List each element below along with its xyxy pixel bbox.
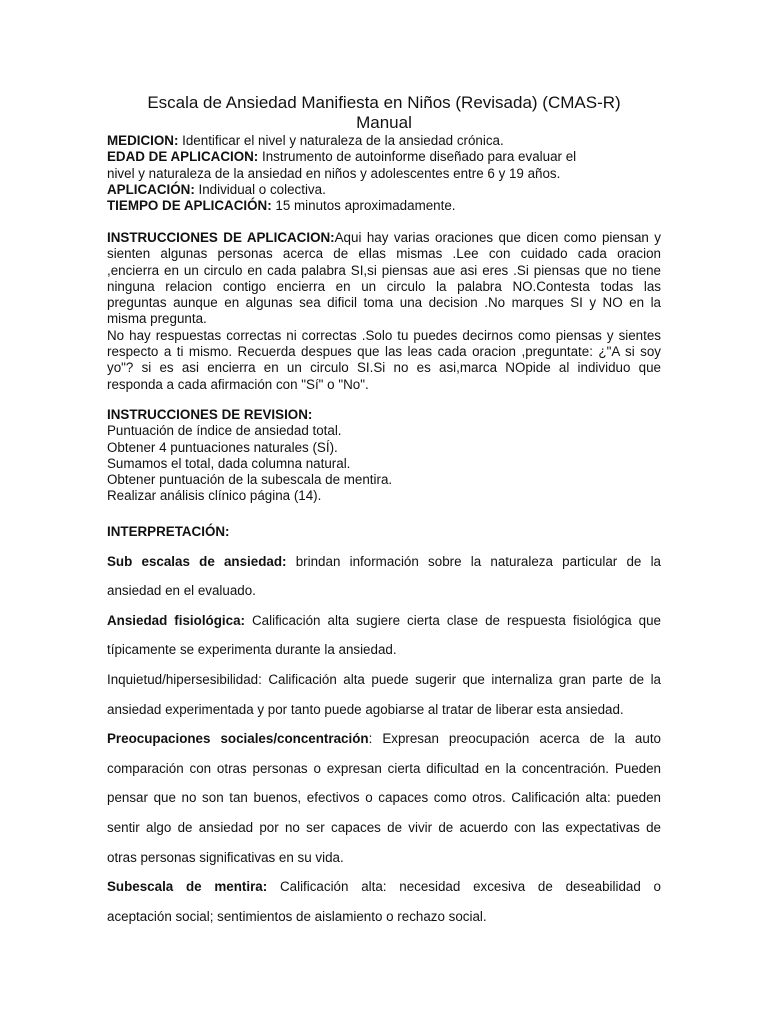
aplicacion-label: APLICACIÓN: (107, 181, 195, 197)
medicion-label: MEDICION: (107, 133, 179, 148)
document-title: Escala de Ansiedad Manifiesta en Niños (Revisada) (CMAS-R) (147, 93, 621, 112)
fisiologica-label: Ansiedad fisiológica: (107, 612, 245, 628)
fisiologica-line: típicamente se experimenta durante la ansiedad. (107, 642, 397, 658)
mentira-line: aceptación social; sentimientos de aislamiento o rechazo social. (107, 908, 487, 924)
aplicacion-line (107, 182, 661, 198)
tiempo-text: 15 minutos aproximadamente. (271, 198, 456, 214)
preocupaciones-line: comparación con otras personas o expresan cierta dificultad en la concentración. Pueden (107, 760, 661, 776)
revision-item: Realizar análisis clínico página (14). (107, 488, 322, 504)
document-subtitle: Manual (356, 113, 412, 132)
edad-line (107, 149, 661, 165)
interpretacion-heading: INTERPRETACIÓN: (107, 524, 230, 539)
inquietud-line: Inquietud/hipersesibilidad: Calificación alta puede sugerir que internaliza gran parte de la (107, 671, 661, 687)
inquietud-line: ansiedad experimentada y por tanto puede agobiarse al tratar de liberar esta ansiedad. (107, 701, 624, 717)
medicion-text: Identificar el nivel y naturaleza de la ansiedad crónica. (178, 133, 504, 148)
preocupaciones-label: Preocupaciones sociales/concentración (107, 731, 369, 747)
sub-escalas-label: Sub escalas de ansiedad: (107, 553, 287, 569)
instrucciones-aplicacion-label: INSTRUCCIONES DE APLICACION: (107, 230, 335, 245)
aplicacion-text: Individual o colectiva. (194, 181, 326, 197)
tiempo-line (107, 198, 661, 214)
revision-item: Obtener puntuación de la subescala de mentira. (107, 472, 393, 488)
preocupaciones-line: otras personas significativas en su vida. (107, 849, 344, 865)
medicion-line (107, 133, 661, 149)
edad-line-2: nivel y naturaleza de la ansiedad en niños y adolescentes entre 6 y 19 años. (107, 165, 561, 181)
revision-item: Sumamos el total, dada columna natural. (107, 455, 351, 471)
preocupaciones-line: Preocupaciones sociales/concentración: Expresan preocupación acerca de la auto (107, 731, 661, 747)
instrucciones-aplicacion-line: No hay respuestas correctas ni correctas .Solo tu puedes decirnos como piensas y sientes (107, 327, 661, 343)
instrucciones-revision (107, 407, 661, 505)
header-fields (107, 133, 661, 214)
fisiologica-line: Ansiedad fisiológica: Calificación alta sugiere cierta clase de respuesta fisiológica que (107, 612, 662, 628)
instrucciones-aplicacion-line: INSTRUCCIONES DE APLICACION:Aqui hay varias oraciones que dicen como piensan y (107, 230, 661, 245)
instrucciones-aplicacion-line: responda a cada afirmación con "Sí" o "No". (107, 376, 369, 392)
interpretacion-section (107, 517, 661, 931)
instrucciones-revision-label: INSTRUCCIONES DE REVISION: (107, 407, 313, 422)
sub-escalas-line: Sub escalas de ansiedad: brindan información sobre la naturaleza particular de la (107, 553, 661, 569)
tiempo-label: TIEMPO DE APLICACIÓN: (107, 198, 272, 214)
instrucciones-aplicacion-line: misma pregunta. (107, 311, 207, 327)
edad-label: EDAD DE APLICACION: (107, 149, 259, 165)
revision-item: Obtener 4 puntuaciones naturales (SÍ). (107, 439, 338, 455)
revision-item: Puntuación de índice de ansiedad total. (107, 423, 342, 439)
instrucciones-aplicacion-line: respecto a ti mismo. Recuerda despues que las leas cada oracion ,preguntate: ¿"A si soy (107, 344, 661, 360)
instrucciones-aplicacion-line: ninguna relacion contigo encierra en un circulo la palabra NO.Contesta todas las (107, 278, 661, 294)
instrucciones-aplicacion-line: yo"? si es asi encierra en un circulo SI.Si no es asi,marca NOpide al individuo que (107, 360, 661, 376)
instrucciones-aplicacion-line: ,encierra en un circulo en cada palabra SI,si piensas aue asi eres .Si piensas que no tiene (107, 262, 661, 278)
instrucciones-aplicacion-line: sienten algunas personas acerca de ellas mismas .Lee con cuidado cada oracion (107, 246, 661, 262)
mentira-line: Subescala de mentira: Calificación alta: necesidad excesiva de deseabilidad o (107, 879, 661, 895)
mentira-label: Subescala de mentira: (107, 879, 268, 895)
preocupaciones-line: sentir algo de ansiedad por no ser capaces de vivir de acuerdo con las expectativas de (107, 819, 661, 835)
instrucciones-aplicacion (107, 230, 661, 393)
edad-text: Instrumento de autoinforme diseñado para evaluar el (258, 149, 577, 165)
preocupaciones-line: pensar que no son tan buenos, efectivos o capaces como otros. Calificación alta: pueden (107, 790, 661, 806)
sub-escalas-line: ansiedad en el evaluado. (107, 583, 256, 599)
instrucciones-aplicacion-line: preguntas aunque en algunas sea dificil toma una decision .No marques SI y NO en la (107, 295, 661, 311)
